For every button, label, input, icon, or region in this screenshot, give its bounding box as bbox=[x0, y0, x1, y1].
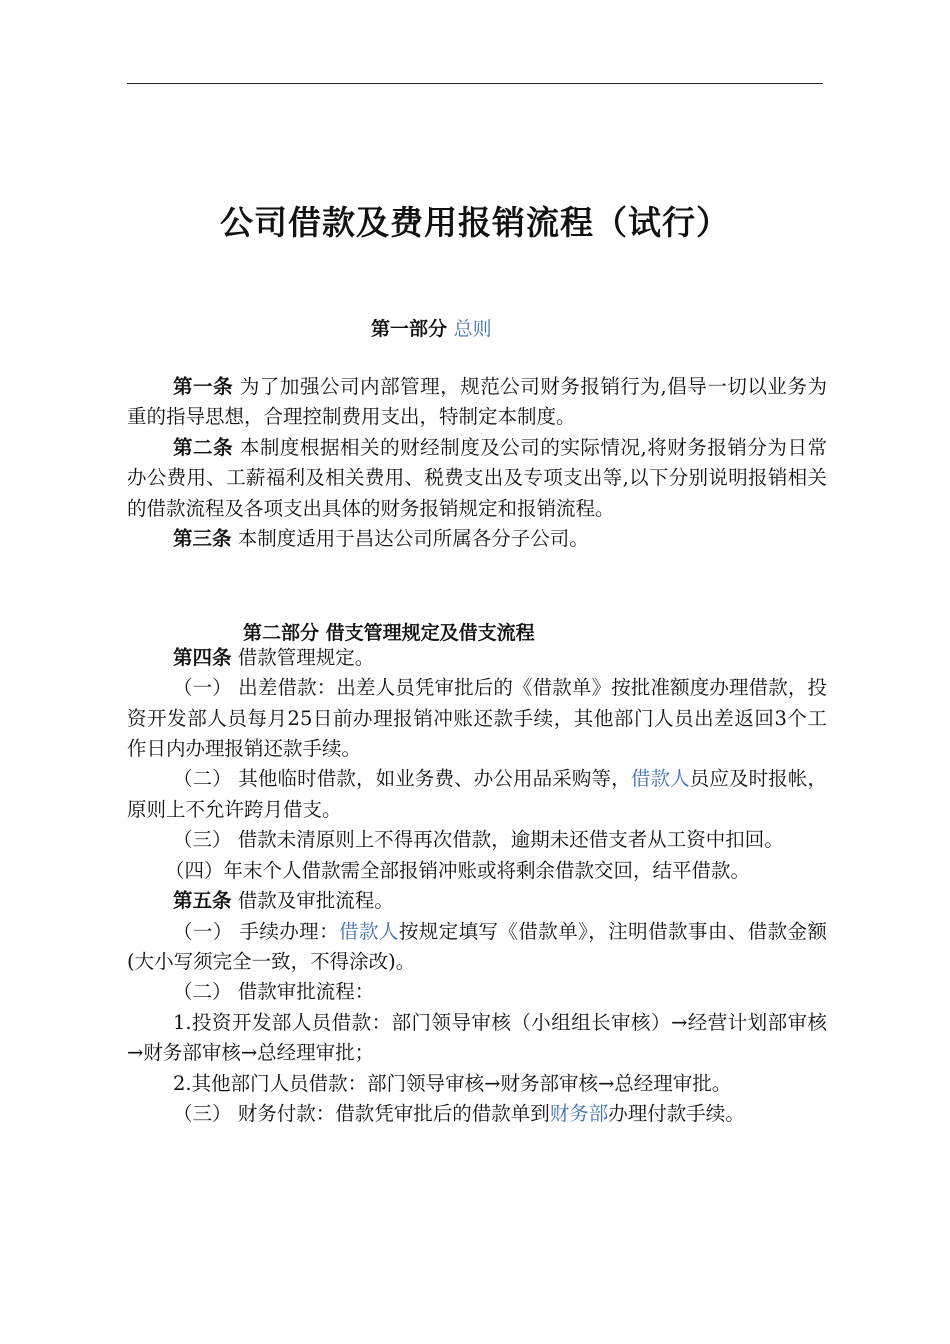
article-3 bbox=[127, 524, 827, 554]
header-rule bbox=[127, 83, 823, 84]
part2-name: 借支管理规定及借支流程 bbox=[325, 622, 535, 644]
part1-heading bbox=[371, 314, 492, 341]
article-4 bbox=[127, 643, 827, 673]
article-text: 本制度根据相关的财经制度及公司的实际情况,将财务报销分为日常办公费用、工薪福利及相关费用、税费支出及专项支出等,以下分别说明报销相关的借款流程及各项支出具体的财务报销规定和报销流程。 bbox=[127, 435, 827, 520]
borrower-link[interactable]: 借款人 bbox=[339, 919, 399, 943]
article-4-item-2: （二） 其他临时借款，如业务费、办公用品采购等，借款人员应及时报帐，原则上不允许跨月借支。 bbox=[127, 767, 827, 821]
article-2 bbox=[127, 433, 827, 524]
article-4-item-1: （一） 出差借款：出差人员凭审批后的《借款单》按批准额度办理借款，投资开发部人员每月25日前办理报销冲账还款手续，其他部门人员出差返回3个工作日内办理报销还款手续。 bbox=[127, 676, 827, 761]
article-5-item-3: （三） 财务付款：借款凭审批后的借款单到财务部办理付款手续。 bbox=[173, 1101, 745, 1125]
article-text: 本制度适用于昌达公司所属各分子公司。 bbox=[237, 527, 589, 551]
article-5-item-2: （二） 借款审批流程： bbox=[173, 980, 375, 1004]
part1-name-link[interactable]: 总则 bbox=[453, 318, 492, 340]
article-5 bbox=[127, 886, 827, 916]
article-label: 第三条 bbox=[173, 527, 232, 551]
borrower-link[interactable]: 借款人 bbox=[630, 767, 690, 791]
part1-label: 第一部分 bbox=[371, 318, 448, 340]
article-label: 第四条 bbox=[173, 645, 232, 669]
article-label: 第二条 bbox=[173, 435, 234, 459]
article-4-item-3: （三） 借款未清原则上不得再次借款，逾期未还借支者从工资中扣回。 bbox=[173, 828, 784, 852]
part2-label: 第二部分 bbox=[243, 622, 320, 644]
document-title: 公司借款及费用报销流程（试行） bbox=[220, 203, 730, 242]
article-5-item-1: （一） 手续办理：借款人按规定填写《借款单》，注明借款事由、借款金额(大小写须完全一致，不得涂改)。 bbox=[127, 919, 827, 973]
article-5-step-2: 2.其他部门人员借款：部门领导审核→财务部审核→总经理审批。 bbox=[173, 1071, 732, 1095]
article-label: 第一条 bbox=[173, 375, 234, 398]
article-label: 第五条 bbox=[173, 889, 232, 913]
article-text: 为了加强公司内部管理，规范公司财务报销行为,倡导一切以业务为重的指导思想，合理控制费用支出，特制定本制度。 bbox=[127, 375, 827, 429]
part2-heading bbox=[243, 618, 535, 645]
article-5-step-1: 1.投资开发部人员借款：部门领导审核（小组组长审核）→经营计划部审核→财务部审核→总经理审批； bbox=[127, 1010, 827, 1065]
finance-dept-link[interactable]: 财务部 bbox=[549, 1101, 609, 1125]
article-text: 借款及审批流程。 bbox=[237, 889, 394, 913]
article-1 bbox=[127, 372, 827, 433]
document-body bbox=[127, 372, 827, 1129]
article-text: 借款管理规定。 bbox=[237, 645, 375, 669]
article-4-item-4: （四）年末个人借款需全部报销冲账或将剩余借款交回，结平借款。 bbox=[165, 858, 751, 882]
